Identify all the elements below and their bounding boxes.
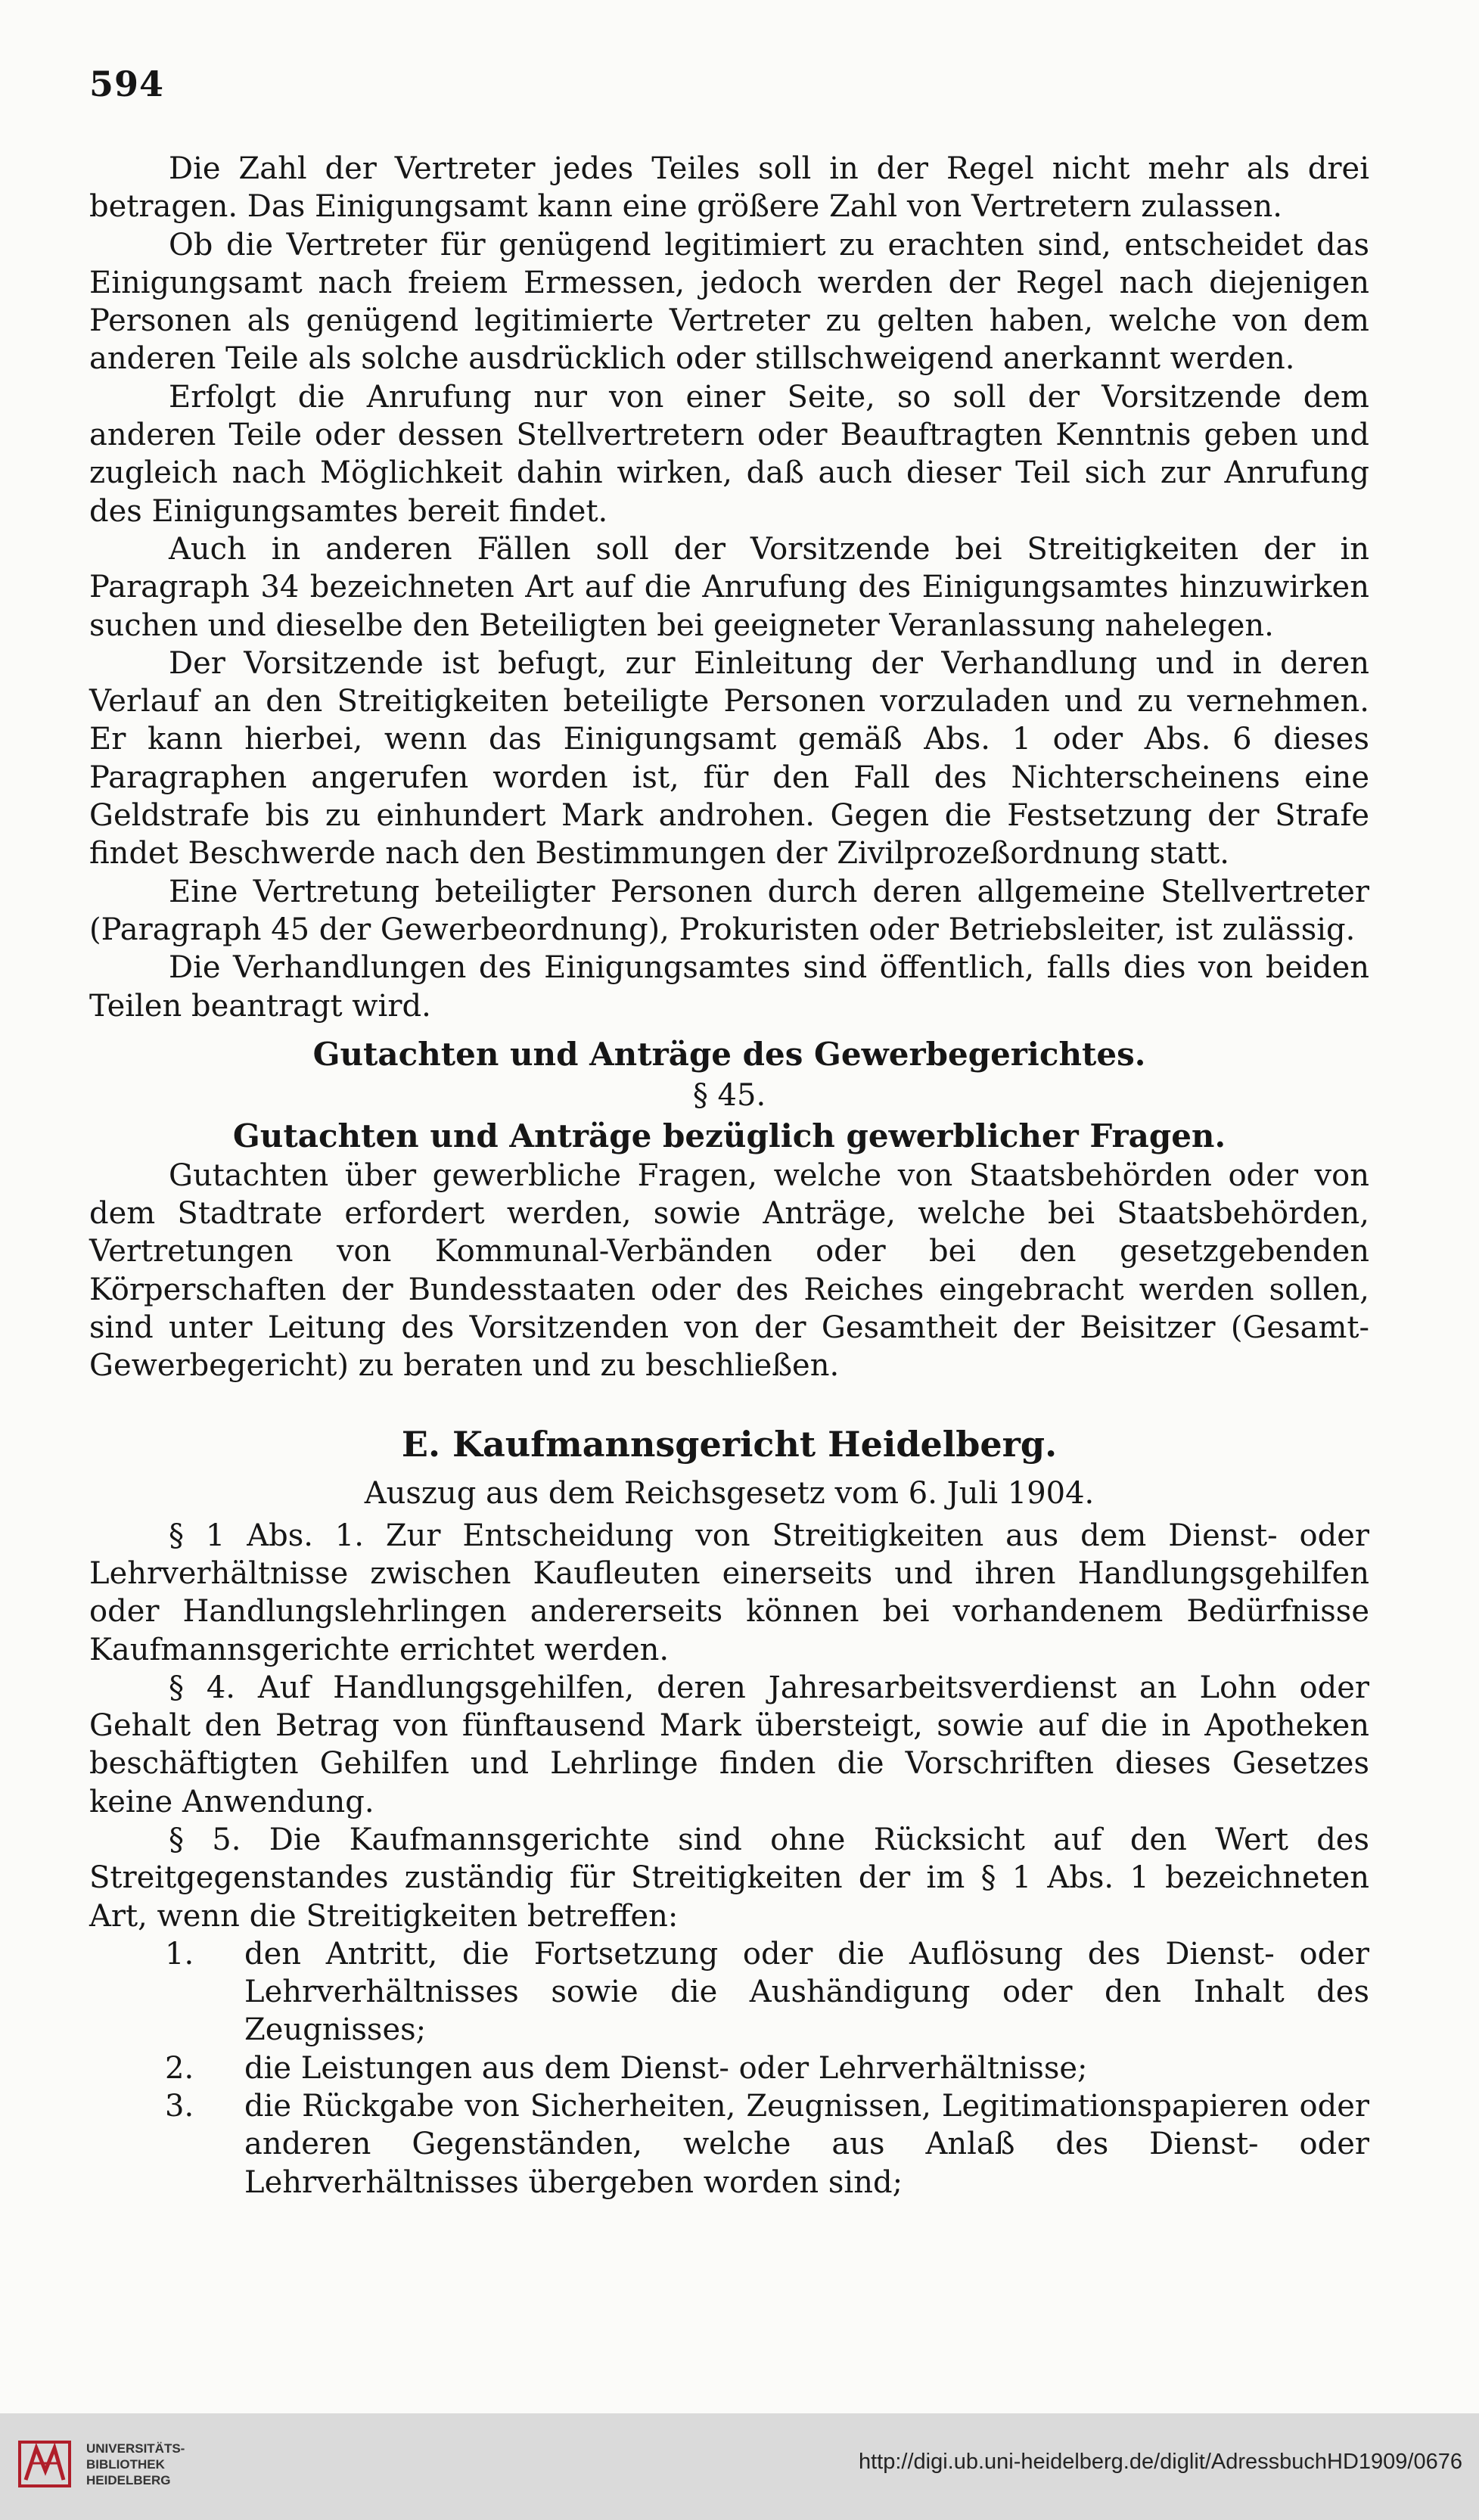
university-seal-icon [15,2435,74,2494]
paragraph-anrufung: Erfolgt die Anrufung nur von einer Seite, so soll der Vorsitzende dem anderen Teile oder dessen Stellvertretern oder Beauftragten Kenntnis geben und zugleich nach Möglichkeit dahin wirken, daß auch dieser Teil sich zur Anrufung des Einigungsamtes bereit findet. [89,379,1369,529]
list-item-text: die Leistungen aus dem Dienst- oder Lehrverhältnisse; [244,2050,1088,2086]
list-item-number: 2. [165,2050,194,2086]
chapter-heading-kaufmannsgericht: E. Kaufmannsgericht Heidelberg. [401,1423,1058,1465]
paragraph-gutachten: Gutachten über gewerbliche Fragen, welche von Staatsbehörden oder von dem Stadtrate erfordert werden, sowie Anträge, welche bei Staatsbehörden, Vertretungen von Kommunal-Verbänden oder bei den gesetzgebenden Körperschaften der Bundesstaaten oder des Reiches eingebracht werden sollen, sind unter Leitung des Vorsitzenden von der Gesamtheit der Beisitzer (Gesamt-Gewerbegericht) zu beraten und zu beschließen. [89,1157,1369,1384]
library-name: UNIVERSITÄTS- BIBLIOTHEK HEIDELBERG [86,2441,185,2487]
source-url-link[interactable]: http://digi.ub.uni-heidelberg.de/diglit/AdressbuchHD1909/0676 [858,2450,1462,2474]
paragraph-vertretung: Eine Vertretung beteiligter Personen durch deren allgemeine Stellvertreter (Paragraph 45 der Gewerbeordnung), Prokuristen oder Betriebsleiter, ist zulässig. [89,874,1369,947]
paragraph-oeffentlichkeit: Die Verhandlungen des Einigungsamtes sind öffentlich, falls dies von beiden Teilen beantragt wird. [89,950,1369,1024]
list-item [89,1935,1369,2049]
section-heading-gutachten: Gutachten und Anträge des Gewerbegerichtes. [312,1035,1146,1073]
section-number: § 45. [692,1077,766,1113]
zustaendigkeit-list [89,1935,1369,2202]
paragraph-par1: § 1 Abs. 1. Zur Entscheidung von Streitigkeiten aus dem Dienst- oder Lehrverhältnisse zwischen Kaufleuten einerseits und ihren Handlungsgehilfen oder Handlungslehrlingen andererseits können bei vorhandenem Bedürfnisse Kaufmannsgerichte errichtet werden. [89,1518,1369,1667]
page-body [89,150,1369,2202]
list-item-text: die Rückgabe von Sicherheiten, Zeugnissen, Legitimationspapieren oder anderen Gegenständen, welche aus Anlaß des Dienst- oder Lehrverhältnisses übergeben worden sind; [244,2089,1369,2200]
list-item [89,2049,1369,2087]
paragraph-vorsitzender-befugt: Der Vorsitzende ist befugt, zur Einleitung der Verhandlung und in deren Verlauf an den Streitigkeiten beteiligte Personen vorzuladen und zu vernehmen. Er kann hierbei, wenn das Einigungsamt gemäß Abs. 1 oder Abs. 6 dieses Paragraphen angerufen worden ist, für den Fall des Nichterscheinens eine Geldstrafe bis zu einhundert Mark androhen. Gegen die Festsetzung der Strafe findet Beschwerde nach den Bestimmungen der Zivilprozeßordnung statt. [89,645,1369,872]
footer-bar [0,2413,1479,2520]
list-item-text: den Antritt, die Fortsetzung oder die Auflösung des Dienst- oder Lehrverhältnisses sowie die Aushändigung oder den Inhalt des Zeugnisses; [244,1936,1369,2048]
chapter-subheading: Auszug aus dem Reichsgesetz vom 6. Juli 1904. [364,1475,1095,1511]
section-subheading: Gutachten und Anträge bezüglich gewerblicher Fragen. [232,1117,1226,1154]
paragraph-vertreter-zahl: Die Zahl der Vertreter jedes Teiles soll in der Regel nicht mehr als drei betragen. Das Einigungsamt kann eine größere Zahl von Vertretern zulassen. [89,151,1369,225]
page-number: 594 [89,64,165,104]
paragraph-andere-faelle: Auch in anderen Fällen soll der Vorsitzende bei Streitigkeiten der in Paragraph 34 bezeichneten Art auf die Anrufung des Einigungsamtes hinzuwirken suchen und dieselbe den Beteiligten bei geeigneter Veranlassung nahelegen. [89,531,1369,643]
list-item-number: 1. [165,1936,194,1972]
list-item-number: 3. [165,2089,194,2124]
paragraph-par5: § 5. Die Kaufmannsgerichte sind ohne Rücksicht auf den Wert des Streitgegenstandes zuständig für Streitigkeiten der im § 1 Abs. 1 bezeichneten Art, wenn die Streitigkeiten betreffen: [89,1822,1369,1934]
paragraph-legitimation: Ob die Vertreter für genügend legitimiert zu erachten sind, entscheidet das Einigungsamt nach freiem Ermessen, jedoch werden der Regel nach diejenigen Personen als genügend legitimierte Vertreter zu gelten haben, welche von dem anderen Teile als solche ausdrücklich oder stillschweigend anerkannt werden. [89,227,1369,377]
paragraph-par4: § 4. Auf Handlungsgehilfen, deren Jahresarbeitsverdienst an Lohn oder Gehalt den Betrag von fünftausend Mark übersteigt, sowie auf die in Apotheken beschäftigten Gehilfen und Lehrlinge finden die Vorschriften dieses Gesetzes keine Anwendung. [89,1670,1369,1819]
list-item [89,2087,1369,2202]
